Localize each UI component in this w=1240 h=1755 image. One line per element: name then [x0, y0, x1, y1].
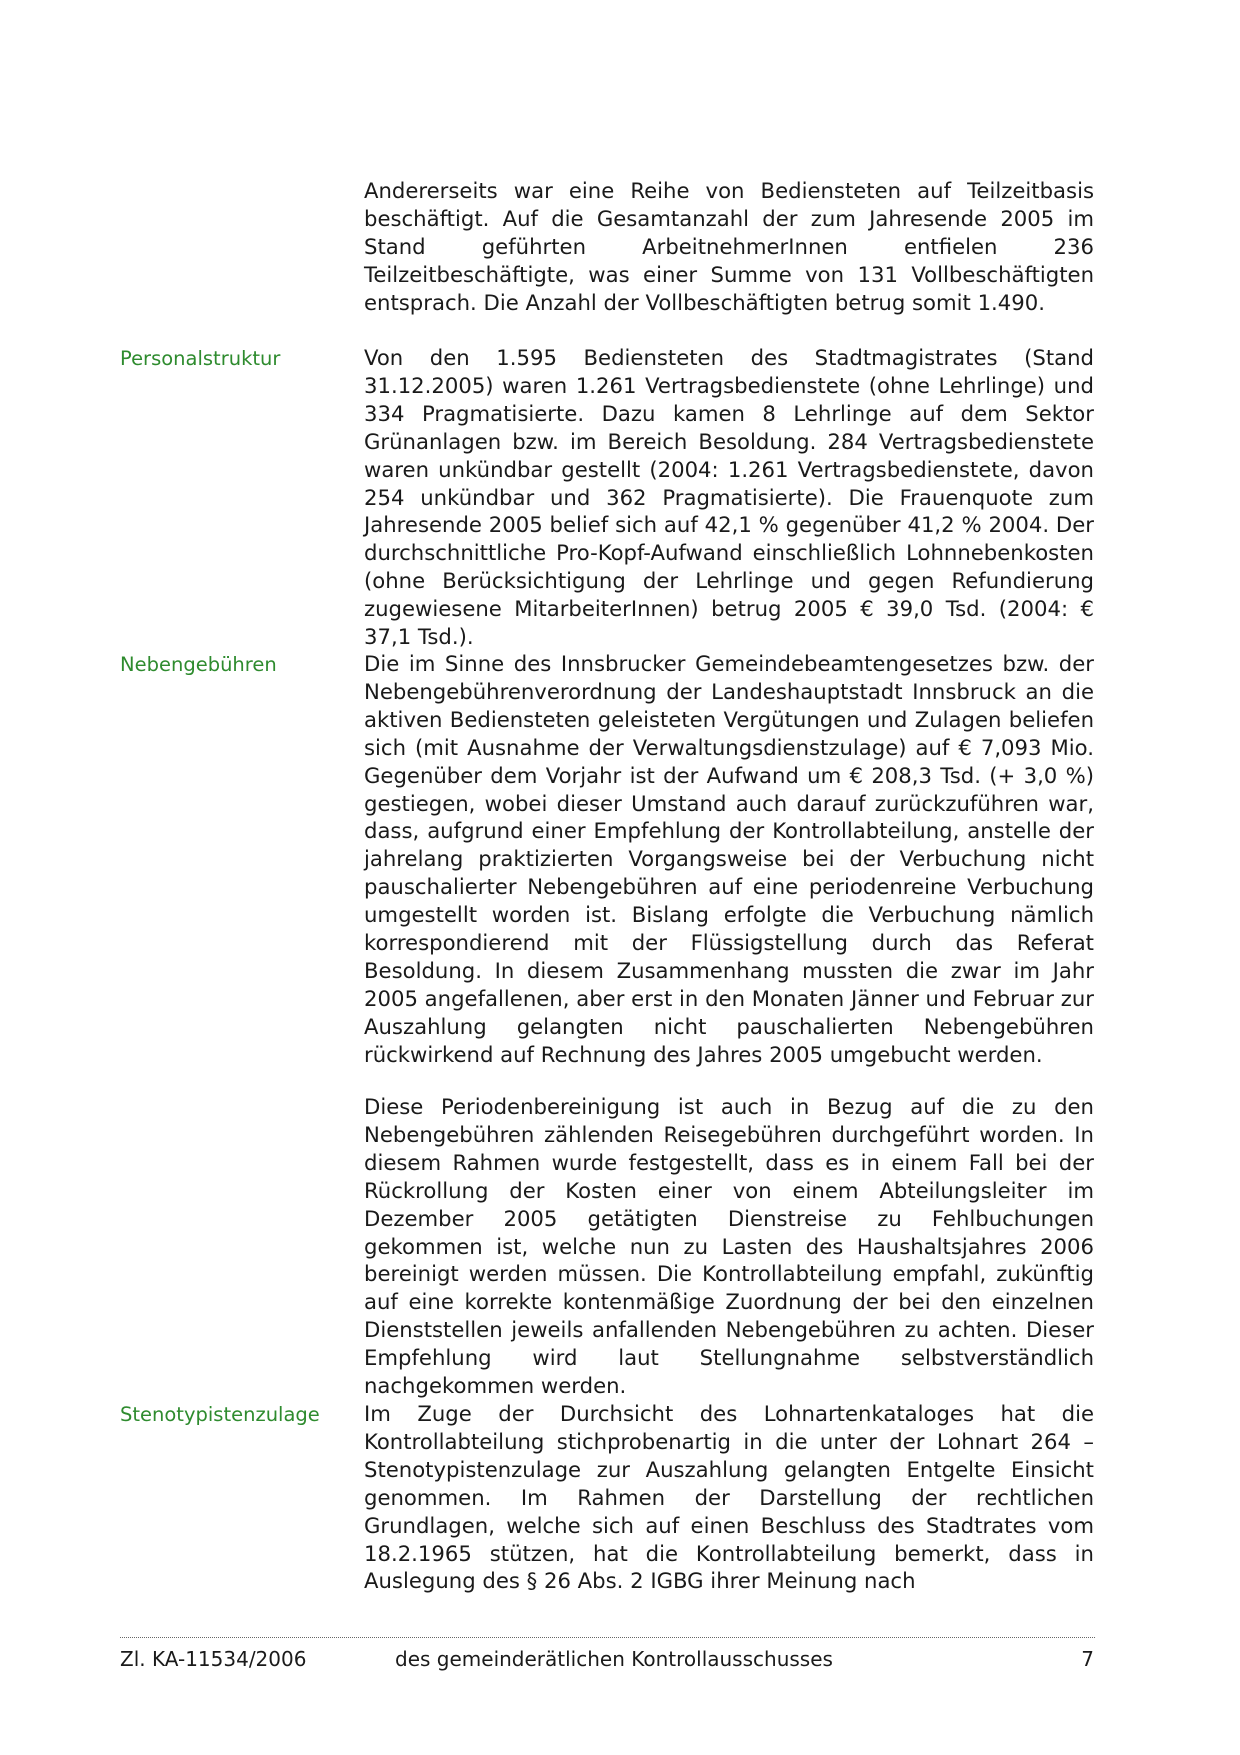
body-paragraph: Die im Sinne des Innsbrucker Gemeindebeamtengesetzes bzw. der Nebengebührenverordnung der Landeshauptstadt Innsbruck an die aktiven Bediensteten geleisteten Vergütungen und Zulagen beliefen sich (mit Ausnahme der Verwaltungsdienstzulage) auf € 7,093 Mio. Gegenüber dem Vorjahr ist der Aufwand um € 208,3 Tsd. (+ 3,0 %) gestiegen, wobei dieser Umstand auch darauf zurückzuführen war, dass, aufgrund einer Empfehlung der Kontrollabteilung, anstelle der jahrelang praktizierten Vorgangsweise bei der Verbuchung nicht pauschalierter Nebengebühren auf eine periodenreine Verbuchung umgestellt worden ist. Bislang erfolgte die Verbuchung nämlich korrespondierend mit der Flüssigstellung durch das Referat Besoldung. In diesem Zusammenhang mussten die zwar im Jahr 2005 angefallenen, aber erst in den Monaten Jänner und Februar zur Auszahlung gelangten nicht pauschalierten Nebengebühren rückwirkend auf Rechnung des Jahres 2005 umgebucht werden.	[364, 651, 1094, 1067]
body-paragraph: Im Zuge der Durchsicht des Lohnartenkataloges hat die Kontrollabteilung stichprobenartig in die unter der Lohnart 264 – Stenotypistenzulage zur Auszahlung gelangten Entgelte Einsicht genommen. Im Rahmen der Darstellung der rechtlichen Grundlagen, welche sich auf einen Beschluss des Stadtrates vom 18.2.1965 stützen, hat die Kontrollabteilung bemerkt, dass in Auslegung des § 26 Abs. 2 IGBG ihrer Meinung nach	[364, 1401, 1094, 1594]
margin-label: Stenotypistenzulage	[120, 1403, 320, 1426]
margin-label: Personalstruktur	[120, 347, 281, 370]
body-paragraph: Andererseits war eine Reihe von Bediensteten auf Teilzeitbasis beschäftigt. Auf die Gesamtanzahl der zum Jahresende 2005 im Stand geführten ArbeitnehmerInnen entfielen 236 Teilzeitbeschäftigte, was einer Summe von 131 Vollbeschäftigten entsprach. Die Anzahl der Vollbeschäftigten betrug somit 1.490.	[364, 178, 1094, 315]
body-paragraph: Diese Periodenbereinigung ist auch in Bezug auf die zu den Nebengebühren zählenden Reisegebühren durchgeführt worden. In diesem Rahmen wurde festgestellt, dass es in einem Fall bei der Rückrollung der Kosten einer von einem Abteilungsleiter im Dezember 2005 getätigten Dienstreise zu Fehlbuchungen gekommen ist, welche nun zu Lasten des Haushaltsjahres 2006 bereinigt werden müssen. Die Kontrollabteilung empfahl, zukünftig auf eine korrekte kontenmäßige Zuordnung der bei den einzelnen Dienststellen jeweils anfallenden Nebengebühren zu achten. Dieser Empfehlung wird laut Stellungnahme selbstverständlich nachgekommen werden.	[364, 1094, 1094, 1399]
margin-label: Nebengebühren	[120, 653, 277, 676]
page-number: 7	[1081, 1647, 1094, 1671]
body-paragraph: Von den 1.595 Bediensteten des Stadtmagistrates (Stand 31.12.2005) waren 1.261 Vertragsbedienstete (ohne Lehrlinge) und 334 Pragmatisierte. Dazu kamen 8 Lehrlinge auf dem Sektor Grünanlagen bzw. im Bereich Besoldung. 284 Vertragsbedienstete waren unkündbar gestellt (2004: 1.261 Vertragsbedienstete, davon 254 unkündbar und 362 Pragmatisierte). Die Frauenquote zum Jahresende 2005 belief sich auf 42,1 % gegenüber 41,2 % 2004. Der durchschnittliche Pro-Kopf-Aufwand einschließlich Lohnnebenkosten (ohne Berücksichtigung der Lehrlinge und gegen Refundierung zugewiesene MitarbeiterInnen) betrug 2005 € 39,0 Tsd. (2004: € 37,1 Tsd.).	[364, 345, 1094, 650]
footer-divider	[120, 1637, 1095, 1638]
footer-reference: Zl. KA-11534/2006	[120, 1647, 307, 1671]
footer-title: des gemeinderätlichen Kontrollausschusses	[395, 1647, 833, 1671]
